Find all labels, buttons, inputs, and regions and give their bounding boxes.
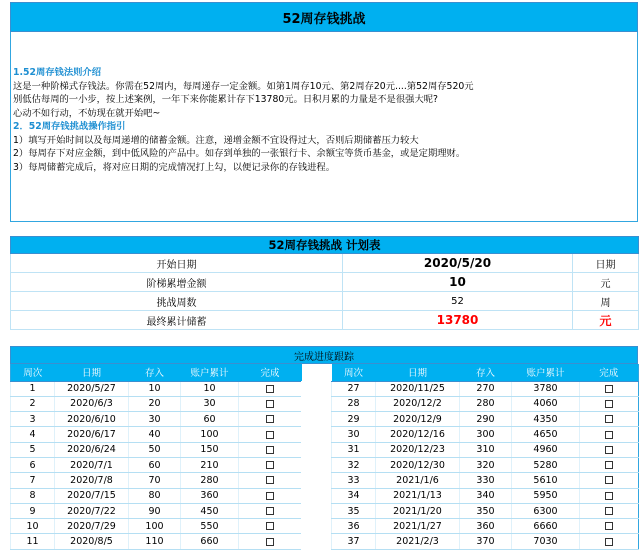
week-cell: 27 [332, 381, 376, 396]
done-checkbox[interactable] [266, 476, 274, 484]
week-cell: 5 [11, 442, 55, 457]
plan-title: 52周存钱挑战 计划表 [11, 237, 639, 254]
total-cell: 450 [181, 503, 239, 518]
week-cell: 7 [11, 473, 55, 488]
table-row [11, 534, 302, 549]
header-date: 日期 [55, 364, 129, 381]
done-checkbox[interactable] [605, 522, 613, 530]
plan-label: 开始日期 [11, 254, 343, 273]
total-cell: 3780 [512, 381, 580, 396]
total-cell: 4350 [512, 412, 580, 427]
week-cell: 29 [332, 412, 376, 427]
plan-row-weeks [11, 292, 639, 311]
week-cell: 2 [11, 396, 55, 411]
total-savings-value: 13780 [343, 311, 573, 330]
week-cell: 30 [332, 427, 376, 442]
intro-line: 这是一种阶梯式存钱法。你需在52周内，每周递存一定金额。如第1周存10元、第2周存20元....第52周存520元 [13, 80, 474, 92]
table-row [332, 381, 639, 396]
total-cell: 5280 [512, 457, 580, 472]
done-checkbox[interactable] [605, 446, 613, 454]
week-cell: 34 [332, 488, 376, 503]
plan-table [10, 236, 639, 330]
table-row [332, 473, 639, 488]
intro-line: 2）每周存下对应金额，到中低风险的产品中。如存到单独的一张银行卡、余额宝等货币基金，或是定期理财。 [13, 148, 466, 159]
done-cell [239, 519, 302, 534]
total-cell: 100 [181, 427, 239, 442]
week-cell: 32 [332, 457, 376, 472]
done-cell [239, 457, 302, 472]
header-done: 完成 [239, 364, 302, 381]
total-cell: 550 [181, 519, 239, 534]
plan-row-total [11, 311, 639, 330]
date-cell: 2020/7/22 [55, 503, 129, 518]
intro-line: 3）每周储蓄完成后，将对应日期的完成情况打上勾，以便记录你的存钱进程。 [13, 161, 336, 173]
date-cell: 2020/7/1 [55, 457, 129, 472]
plan-unit: 元 [573, 311, 639, 330]
done-cell [239, 381, 302, 396]
done-cell [580, 473, 639, 488]
week-cell: 36 [332, 519, 376, 534]
done-cell [239, 412, 302, 427]
deposit-cell: 300 [460, 427, 512, 442]
header-done: 完成 [580, 364, 639, 381]
deposit-cell: 70 [129, 473, 181, 488]
date-cell: 2020/12/9 [376, 412, 460, 427]
total-cell: 5610 [512, 473, 580, 488]
week-cell: 8 [11, 488, 55, 503]
date-cell: 2020/12/30 [376, 457, 460, 472]
week-cell: 1 [11, 381, 55, 396]
header-deposit: 存入 [460, 364, 512, 381]
deposit-cell: 280 [460, 396, 512, 411]
done-cell [239, 396, 302, 411]
deposit-cell: 20 [129, 396, 181, 411]
table-row [11, 381, 302, 396]
deposit-cell: 310 [460, 442, 512, 457]
week-cell: 11 [11, 534, 55, 549]
date-cell: 2021/1/13 [376, 488, 460, 503]
table-row [332, 534, 639, 549]
done-checkbox[interactable] [266, 400, 274, 408]
date-cell: 2021/2/3 [376, 534, 460, 549]
start-date-value[interactable]: 2020/5/20 [343, 254, 573, 273]
deposit-cell: 80 [129, 488, 181, 503]
table-row [11, 503, 302, 518]
date-cell: 2021/1/20 [376, 503, 460, 518]
week-cell: 6 [11, 457, 55, 472]
deposit-cell: 90 [129, 503, 181, 518]
intro-line: 别低估每周的一小步，按上述案例，一年下来你能累计存下13780元。日积月累的力量是不是很强大呢? [13, 94, 438, 105]
progress-title: 完成进度跟踪 [10, 346, 638, 364]
week-cell: 4 [11, 427, 55, 442]
date-cell: 2020/6/10 [55, 412, 129, 427]
header-week: 周次 [11, 364, 55, 381]
table-row [332, 488, 639, 503]
total-cell: 360 [181, 488, 239, 503]
week-cell: 10 [11, 519, 55, 534]
table-row [11, 519, 302, 534]
intro-section2-title: 2．52周存钱挑战操作指引 [13, 121, 126, 132]
plan-unit: 元 [573, 273, 639, 292]
done-cell [239, 473, 302, 488]
deposit-cell: 270 [460, 381, 512, 396]
done-checkbox[interactable] [266, 385, 274, 393]
table-row [11, 427, 302, 442]
intro-line: 1）填写开始时间以及每周递增的储蓄金额。注意，递增金额不宜设得过大，否则后期储蓄压力较大 [13, 134, 419, 146]
date-cell: 2020/6/17 [55, 427, 129, 442]
done-cell [580, 396, 639, 411]
intro-section [10, 32, 638, 222]
table-row [332, 396, 639, 411]
header-week: 周次 [332, 364, 376, 381]
table-row [332, 503, 639, 518]
deposit-cell: 340 [460, 488, 512, 503]
done-cell [239, 427, 302, 442]
intro-line: 心动不如行动，不妨现在就开始吧~ [13, 107, 161, 119]
week-cell: 37 [332, 534, 376, 549]
progress-table-right [331, 364, 639, 550]
date-cell: 2020/7/8 [55, 473, 129, 488]
week-cell: 31 [332, 442, 376, 457]
done-checkbox[interactable] [266, 446, 274, 454]
total-cell: 280 [181, 473, 239, 488]
total-cell: 5950 [512, 488, 580, 503]
done-cell [239, 442, 302, 457]
increment-value[interactable]: 10 [343, 273, 573, 292]
week-cell: 9 [11, 503, 55, 518]
plan-unit: 周 [573, 292, 639, 311]
done-checkbox[interactable] [605, 415, 613, 423]
done-cell [580, 412, 639, 427]
done-checkbox[interactable] [605, 431, 613, 439]
total-cell: 150 [181, 442, 239, 457]
done-cell [239, 503, 302, 518]
table-row [11, 457, 302, 472]
done-cell [580, 457, 639, 472]
done-cell [580, 442, 639, 457]
done-cell [239, 534, 302, 549]
date-cell: 2020/6/24 [55, 442, 129, 457]
progress-header-row [11, 364, 302, 381]
week-cell: 35 [332, 503, 376, 518]
deposit-cell: 370 [460, 534, 512, 549]
table-row [11, 396, 302, 411]
table-row [11, 412, 302, 427]
done-checkbox[interactable] [605, 476, 613, 484]
table-row [332, 442, 639, 457]
date-cell: 2020/7/29 [55, 519, 129, 534]
table-row [332, 457, 639, 472]
deposit-cell: 110 [129, 534, 181, 549]
done-checkbox[interactable] [266, 415, 274, 423]
done-checkbox[interactable] [266, 492, 274, 500]
header-total: 账户累计 [181, 364, 239, 381]
deposit-cell: 350 [460, 503, 512, 518]
done-checkbox[interactable] [266, 522, 274, 530]
header-total: 账户累计 [512, 364, 580, 381]
date-cell: 2021/1/6 [376, 473, 460, 488]
done-checkbox[interactable] [605, 385, 613, 393]
date-cell: 2020/12/2 [376, 396, 460, 411]
total-cell: 4650 [512, 427, 580, 442]
done-checkbox[interactable] [266, 507, 274, 515]
intro-section1-title: 1.52周存钱法则介绍 [13, 67, 102, 78]
total-cell: 6660 [512, 519, 580, 534]
deposit-cell: 360 [460, 519, 512, 534]
date-cell: 2020/8/5 [55, 534, 129, 549]
done-checkbox[interactable] [605, 507, 613, 515]
table-row [332, 519, 639, 534]
total-cell: 7030 [512, 534, 580, 549]
table-row [332, 427, 639, 442]
table-row [11, 488, 302, 503]
progress-table-left [10, 364, 302, 550]
plan-label: 最终累计储蓄 [11, 311, 343, 330]
total-cell: 30 [181, 396, 239, 411]
date-cell: 2020/5/27 [55, 381, 129, 396]
page-title: 52周存钱挑战 [10, 2, 638, 32]
plan-label: 阶梯累增金额 [11, 273, 343, 292]
week-cell: 28 [332, 396, 376, 411]
progress-header-row [332, 364, 639, 381]
date-cell: 2021/1/27 [376, 519, 460, 534]
deposit-cell: 40 [129, 427, 181, 442]
deposit-cell: 50 [129, 442, 181, 457]
date-cell: 2020/12/23 [376, 442, 460, 457]
deposit-cell: 60 [129, 457, 181, 472]
week-cell: 33 [332, 473, 376, 488]
header-deposit: 存入 [129, 364, 181, 381]
weeks-value[interactable]: 52 [343, 292, 573, 311]
table-row [11, 473, 302, 488]
done-cell [580, 503, 639, 518]
total-cell: 210 [181, 457, 239, 472]
deposit-cell: 320 [460, 457, 512, 472]
table-row [332, 412, 639, 427]
deposit-cell: 330 [460, 473, 512, 488]
plan-unit: 日期 [573, 254, 639, 273]
date-cell: 2020/6/3 [55, 396, 129, 411]
date-cell: 2020/7/15 [55, 488, 129, 503]
done-checkbox[interactable] [605, 400, 613, 408]
done-checkbox[interactable] [266, 538, 274, 546]
done-cell [580, 519, 639, 534]
done-cell [580, 534, 639, 549]
table-gap [301, 381, 331, 551]
deposit-cell: 290 [460, 412, 512, 427]
header-date: 日期 [376, 364, 460, 381]
total-cell: 660 [181, 534, 239, 549]
done-checkbox[interactable] [266, 461, 274, 469]
deposit-cell: 30 [129, 412, 181, 427]
done-checkbox[interactable] [266, 431, 274, 439]
date-cell: 2020/11/25 [376, 381, 460, 396]
done-cell [580, 427, 639, 442]
plan-row-increment [11, 273, 639, 292]
week-cell: 3 [11, 412, 55, 427]
done-cell [239, 488, 302, 503]
done-checkbox[interactable] [605, 492, 613, 500]
total-cell: 4060 [512, 396, 580, 411]
total-cell: 6300 [512, 503, 580, 518]
plan-row-start-date [11, 254, 639, 273]
total-cell: 60 [181, 412, 239, 427]
done-cell [580, 381, 639, 396]
total-cell: 4960 [512, 442, 580, 457]
deposit-cell: 100 [129, 519, 181, 534]
done-checkbox[interactable] [605, 461, 613, 469]
done-checkbox[interactable] [605, 538, 613, 546]
done-cell [580, 488, 639, 503]
plan-label: 挑战周数 [11, 292, 343, 311]
total-cell: 10 [181, 381, 239, 396]
date-cell: 2020/12/16 [376, 427, 460, 442]
table-row [11, 442, 302, 457]
deposit-cell: 10 [129, 381, 181, 396]
